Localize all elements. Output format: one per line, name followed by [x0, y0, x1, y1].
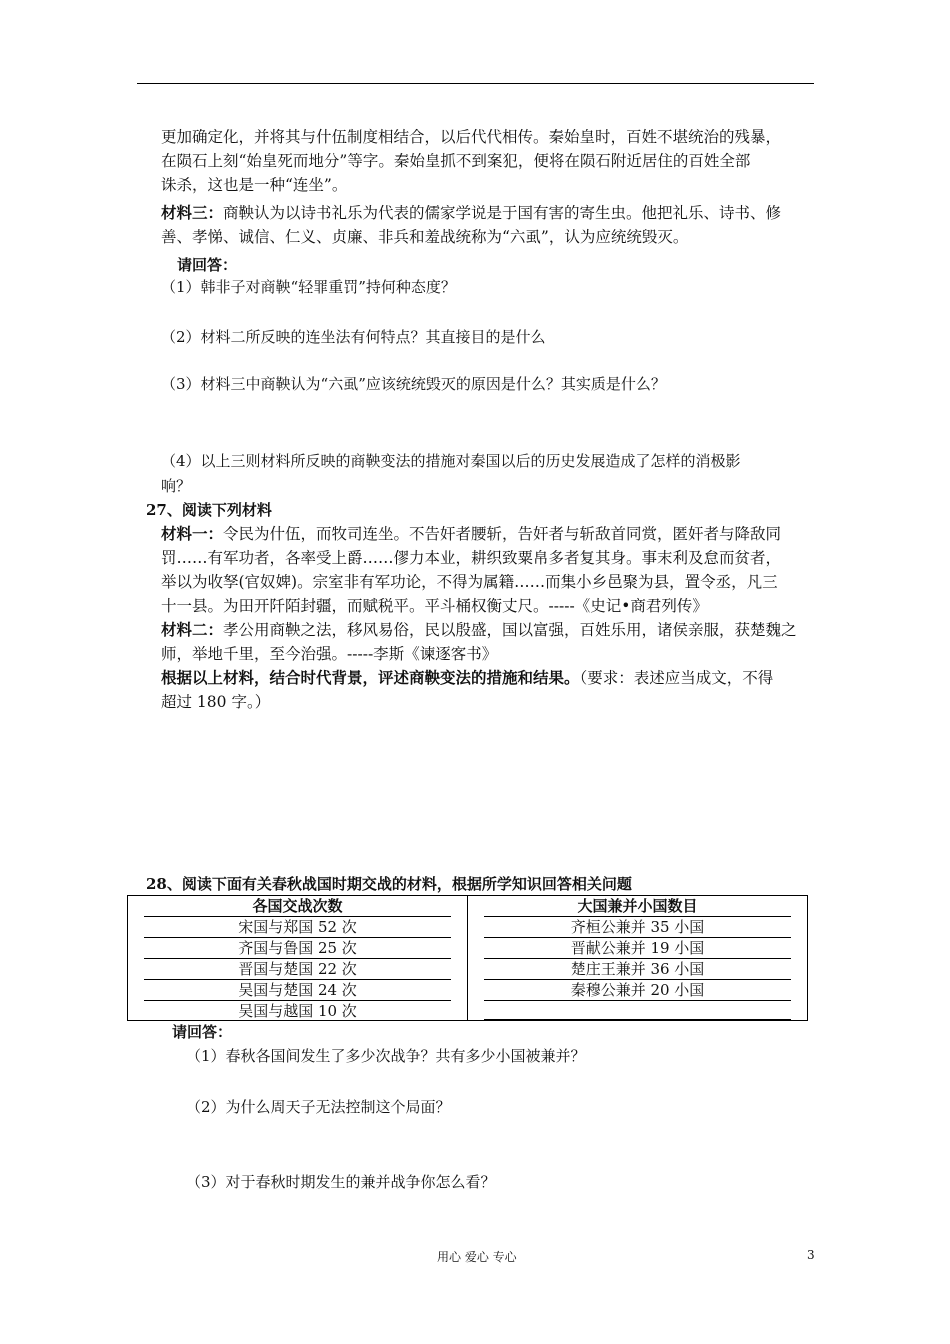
table-cell: 齐桓公兼并 35 小国	[484, 917, 791, 938]
text-line: 孝公用商鞅之法，移风易俗，民以殷盛，国以富强，百姓乐用，诸侯亲服，获楚魏之	[223, 621, 797, 639]
table-cell: 楚庄王兼并 36 小国	[484, 959, 791, 980]
question-28-2: （2）为什么周天子无法控制这个局面？	[186, 1098, 451, 1116]
table-cell: 秦穆公兼并 20 小国	[484, 980, 791, 1001]
warfare-table	[127, 895, 808, 1021]
text-line: 诛杀，这也是一种“连坐”。	[161, 176, 348, 194]
question-26-4: （4）以上三则材料所反映的商鞅变法的措施对秦国以后的历史发展造成了怎样的消极影	[161, 452, 741, 470]
text-line: 师，举地千里，至今治强。-----李斯《谏逐客书》	[161, 645, 498, 663]
table-header-right: 大国兼并小国数目	[484, 896, 791, 917]
table-cell: 齐国与鲁国 25 次	[144, 938, 451, 959]
text-line: 在陨石上刻“始皇死而地分”等字。秦始皇抓不到案犯，便将在陨石附近居住的百姓全部	[161, 152, 751, 170]
material-label: 材料一：	[161, 524, 224, 543]
table-cell	[484, 999, 791, 1020]
table-cell: 宋国与郑国 52 次	[144, 917, 451, 938]
task-note-cont: 超过 180 字。）	[161, 693, 271, 711]
material-label: 材料三：	[161, 203, 224, 222]
question-28-3: （3）对于春秋时期发生的兼并战争你怎么看？	[186, 1173, 496, 1191]
text-line: 令民为什伍，而牧司连坐。不告奸者腰斩，告奸者与斩敌首同赏，匿奸者与降敌同	[223, 525, 782, 543]
table-cell: 晋献公兼并 19 小国	[484, 938, 791, 959]
text-line: 罚……有军功者，各率受上爵……僇力本业，耕织致粟帛多者复其身。事末利及怠而贫者，	[161, 549, 782, 567]
material-2-continuation	[161, 125, 811, 197]
material-3	[161, 201, 811, 249]
material-label: 材料二：	[161, 620, 224, 639]
table-cell: 吴国与楚国 24 次	[144, 980, 451, 1001]
text-line: 十一县。为田开阡陌封疆，而赋税平。平斗桶权衡丈尺。-----《史记•商君列传》	[161, 597, 708, 615]
table-cell: 晋国与楚国 22 次	[144, 959, 451, 980]
text-line: 更加确定化，并将其与什伍制度相结合，以后代代相传。秦始皇时，百姓不堪统治的残暴，	[161, 128, 782, 146]
text-line: 商鞅认为以诗书礼乐为代表的儒家学说是于国有害的寄生虫。他把礼乐、诗书、修	[223, 204, 782, 222]
question-26-2: （2）材料二所反映的连坐法有何特点？其直接目的是什么	[161, 328, 546, 346]
table-header-left: 各国交战次数	[144, 896, 451, 917]
text-line: 举以为收孥(官奴婢)。宗室非有军功论，不得为属籍……而集小乡邑聚为县，置令丞，凡三	[161, 573, 778, 591]
task-note: （要求：表述应当成文，不得	[579, 669, 774, 687]
question-28-1: （1）春秋各国间发生了多少次战争？共有多少小国被兼并？	[186, 1047, 586, 1065]
footer-slogan: 用心 爱心 专心	[437, 1250, 517, 1264]
page-number: 3	[807, 1248, 815, 1262]
question-26-1: （1）韩非子对商鞅“轻罪重罚”持何种态度？	[161, 278, 456, 296]
question-27-material-1	[161, 522, 811, 714]
question-26-4-cont: 响？	[161, 477, 192, 495]
table-divider	[467, 896, 468, 1020]
table-cell: 吴国与越国 10 次	[238, 1002, 357, 1020]
header-rule	[137, 83, 814, 84]
please-answer-heading: 请回答：	[177, 256, 238, 274]
text-line: 善、孝悌、诚信、仁义、贞廉、非兵和羞战统称为“六虱”，认为应统统毁灭。	[161, 228, 689, 246]
please-answer-heading: 请回答：	[172, 1023, 233, 1041]
question-28-title: 28、阅读下面有关春秋战国时期交战的材料，根据所学知识回答相关问题	[146, 875, 632, 893]
question-27-title: 27、阅读下列材料	[146, 501, 272, 519]
question-26-3: （3）材料三中商鞅认为“六虱”应该统统毁灭的原因是什么？其实质是什么？	[161, 375, 666, 393]
task-instruction: 根据以上材料，结合时代背景，评述商鞅变法的措施和结果。	[161, 668, 580, 687]
